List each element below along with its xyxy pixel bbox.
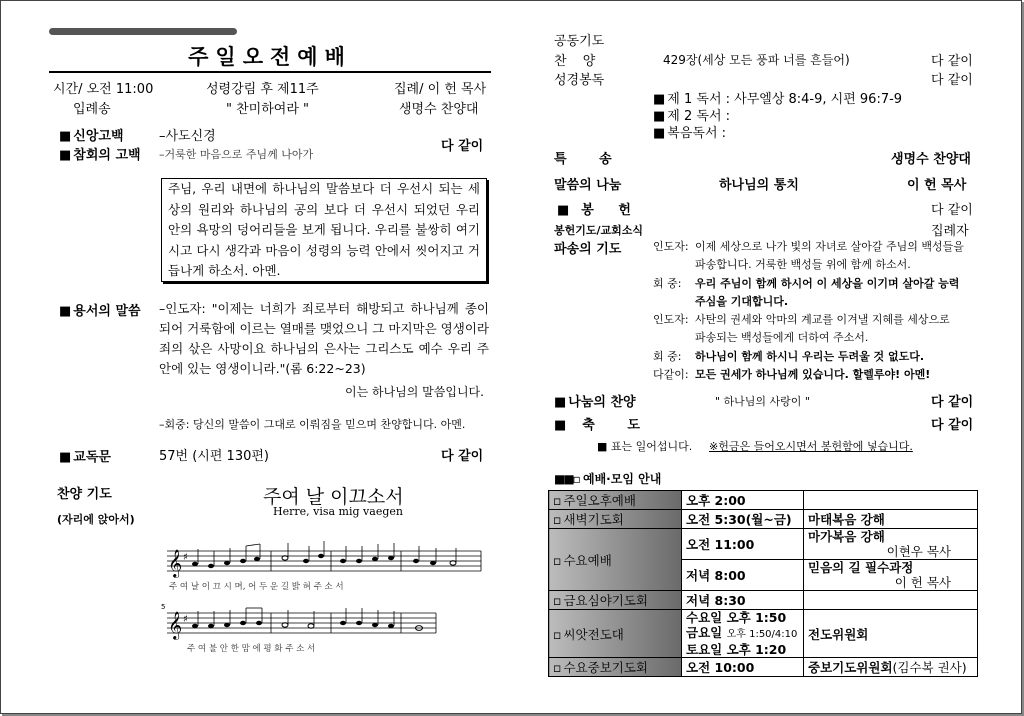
- confession-value: –거룩한 마음으로 주님께 나아가: [159, 148, 314, 161]
- hymn-value: 429장(세상 모든 풍파 너를 흔들어): [663, 53, 850, 67]
- sending-line: 파송합니다. 거룩한 백성들 위에 함께 하소서.: [695, 258, 911, 272]
- prayer-song-label: 찬양 기도: [57, 487, 112, 502]
- service-time: 시간/ 오전 11:00: [53, 82, 154, 97]
- sending-prayer: [653, 238, 983, 384]
- table-row: ▫ 수요예배 오전 11:00 마가복음 강해 이현우 목사: [549, 529, 978, 560]
- hymn-label: 찬 양: [554, 54, 602, 69]
- confession-by: 다 같이: [441, 139, 484, 154]
- decorative-bar: [49, 28, 237, 35]
- creed-value: –사도신경: [159, 129, 216, 144]
- closing-hymn-label: ■ 나눔의 찬양: [554, 391, 636, 410]
- sending-line: 회 중: 하나님이 함께 하시니 우리는 두려울 것 없도다.: [653, 349, 925, 363]
- liturgical-season: 성령강림 후 제11주: [206, 82, 319, 97]
- sending-line: 다같이: 모든 권세가 하나님께 있습니다. 할렐루야! 아멘!: [653, 368, 931, 382]
- closing-hymn-value: " 하나님의 사랑이 ": [715, 395, 810, 408]
- assurance-label: ■ 용서의 말씀: [59, 300, 141, 319]
- reading-label: ■ 교독문: [59, 446, 111, 465]
- svg-text:♯: ♯: [183, 552, 188, 563]
- prayer-song-note: (자리에 앉아서): [57, 513, 135, 526]
- song-subtitle: Herre, visa mig vaegen: [273, 505, 403, 518]
- sending-line: 회 중: 우리 주님이 함께 하시어 이 세상을 이기며 살아갈 능력: [653, 276, 960, 290]
- offering-by: 다 같이: [931, 203, 973, 218]
- reading-2: ■ 제 2 독서 :: [653, 105, 730, 124]
- benediction-by: 다 같이: [931, 418, 974, 433]
- confession-box: [161, 178, 487, 282]
- closing-hymn-by: 다 같이: [931, 395, 974, 410]
- entrance-by: 생명수 찬양대: [399, 102, 479, 117]
- table-row: ▫ 수요중보기도회 오전 10:00 중보기도위원회(김수복 권사): [549, 658, 978, 677]
- svg-text:𝄞: 𝄞: [168, 549, 183, 577]
- footnote-offering: ※헌금은 들어오시면서 봉헌함에 넣습니다.: [709, 440, 913, 453]
- assurance-tail: 이는 하나님의 말씀입니다.: [345, 385, 484, 399]
- sending-label: 파송의 기도: [554, 242, 622, 257]
- hymn-by: 다 같이: [931, 54, 973, 69]
- lyrics-line-1: 주 여 날 이 끄 시 며, 어 두 운 길 밝 혀 주 소 서: [169, 582, 344, 592]
- reading-by: 다 같이: [441, 449, 484, 464]
- entrance-label: 입례송: [73, 102, 111, 117]
- schedule-heading: ■■▫ 예배·모임 안내: [554, 472, 662, 486]
- officiant: 집례/ 이 헌 목사: [394, 82, 487, 97]
- svg-text:𝄞: 𝄞: [168, 611, 183, 639]
- table-row: ▫ 금요심야기도회 저녁 8:30: [549, 591, 978, 610]
- offering-prayer: 봉헌기도/교회소식: [554, 224, 644, 237]
- scripture-label: 성경봉독: [554, 73, 605, 88]
- footnote-standing: ■ 표는 일어섭니다.: [597, 440, 693, 453]
- staff-2: [161, 603, 436, 654]
- song-title: 주여 날 이끄소서: [263, 486, 404, 508]
- title-rule: [49, 71, 491, 73]
- sermon-by: 이 헌 목사: [907, 178, 967, 193]
- reading-3: ■ 복음독서 :: [653, 122, 726, 141]
- special-label: 특 송: [554, 152, 626, 167]
- staff-1: [167, 541, 481, 592]
- offering-label: ■ 봉 헌: [557, 199, 641, 218]
- sermon-title: 하나님의 통치: [719, 178, 799, 193]
- svg-text:♯: ♯: [183, 614, 188, 625]
- page-title: 주일오전예배: [188, 45, 352, 69]
- confession-text: 주님, 우리 내면에 하나님의 말씀보다 더 우선시 되는 세상의 원리와 하나님의 공의 보다 더 우선시 되었던 우리 안의 욕망의 덩어리들을 보게 됩니다. 우리를 불쌍히 여기시고 다시 생각과 마음이 성령의 능력 안에서 씻어지고 거듭나게 하소서. 아멘.: [168, 181, 480, 278]
- common-prayer: 공동기도: [554, 34, 605, 49]
- table-row: ▫ 씨앗전도대 수요일 오후 1:50 금요일 오후 1:50/4:10 토요일 오후 1:20 전도위원회: [549, 610, 978, 658]
- sending-line: 주심을 기대합니다.: [695, 294, 789, 308]
- reading-value: 57번 (시편 130편): [159, 449, 269, 464]
- lyrics-line-2: 주 여 불 안 한 맘 에 평 화 주 소 서: [187, 644, 316, 654]
- table-row: ▫ 새벽기도회 오전 5:30(월~금) 마태복음 강해: [549, 510, 978, 529]
- table-row: 저녁 8:00 믿음의 길 필수과정 이 헌 목사: [549, 560, 978, 591]
- sermon-label: 말씀의 나눔: [554, 178, 622, 193]
- assurance-text: –인도자: "이제는 너희가 죄로부터 해방되고 하나님께 종이 되어 거룩함에 이르는 열매를 맺었으니 그 마지막은 영생이라 죄의 삯은 사망이요 하나님의 은사는 그리스도 예수 우리 주 안에 있는 영생이니라."(롬 6:22~23): [159, 301, 489, 376]
- heading-marker-icon: ■■▫: [554, 472, 579, 486]
- creed-label: ■ 신앙고백: [59, 125, 124, 144]
- schedule-table: [548, 490, 978, 677]
- sending-line: 파송되는 백성들에게 더하여 주소서.: [695, 331, 869, 345]
- sheet-music: [161, 537, 487, 657]
- benediction-label: ■ 축 도: [554, 414, 654, 433]
- measure-number: 5: [161, 603, 166, 611]
- sending-line: 인도자: 사탄의 권세와 악마의 계교를 이겨낼 지혜를 세상으로: [653, 313, 950, 327]
- scripture-by: 다 같이: [931, 73, 973, 88]
- reading-1: ■ 제 1 독서 : 사무엘상 8:4-9, 시편 96:7-9: [653, 88, 902, 107]
- entrance-title: " 찬미하여라 ": [226, 102, 310, 117]
- response-text: –회중: 당신의 말씀이 그대로 이뤄짐을 믿으며 찬양합니다. 아멘.: [159, 418, 466, 431]
- offering-prayer-by: 집례자: [931, 224, 969, 239]
- sending-line: 인도자: 이제 세상으로 나가 빛의 자녀로 살아갈 주님의 백성들을: [653, 240, 964, 253]
- special-by: 생명수 찬양대: [891, 152, 971, 167]
- table-row: ▫ 주일오후예배 오후 2:00: [549, 491, 978, 510]
- confession-label: ■ 참회의 고백: [59, 144, 141, 163]
